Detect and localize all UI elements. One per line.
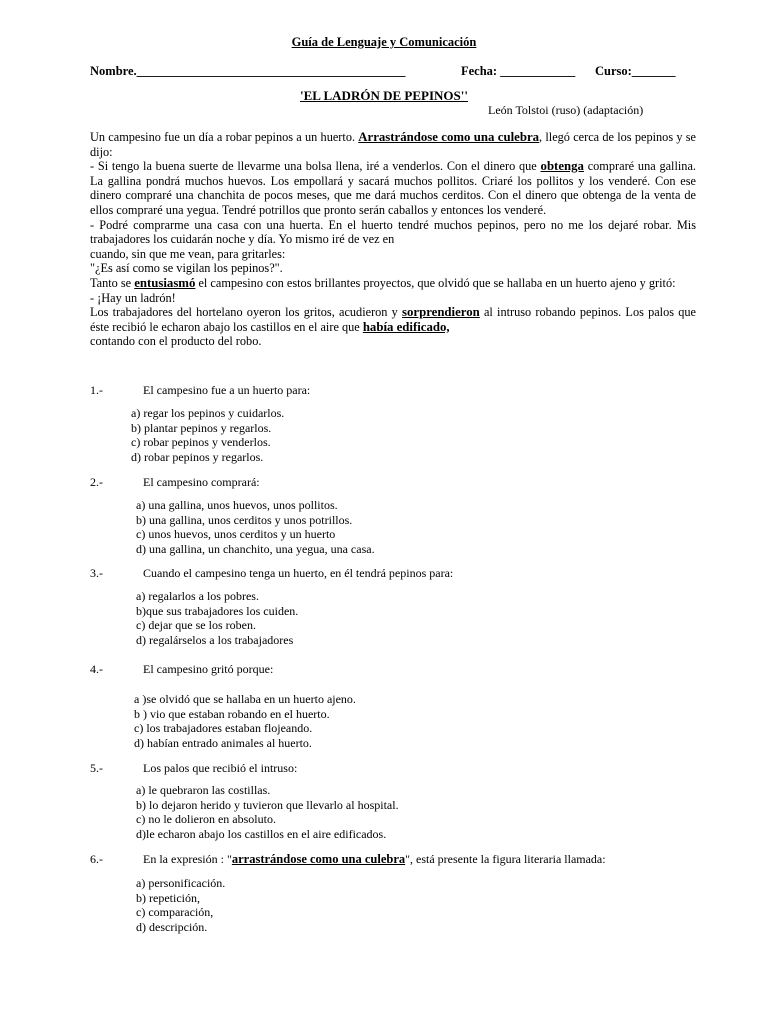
answer-option: a) regalarlos a los pobres. — [136, 589, 259, 603]
paragraph: cuando, sin que me vean, para gritarles: — [90, 246, 286, 261]
highlighted-word: sorprendieron — [402, 305, 480, 320]
answer-option: b) lo dejaron herido y tuvieron que llevarlo al hospital. — [136, 797, 399, 812]
question-5-options — [136, 783, 399, 841]
answer-option: a) personificación. — [136, 876, 226, 890]
answer-option: a) una gallina, unos huevos, unos pollitos. — [136, 498, 338, 512]
story-title: 'EL LADRÓN DE PEPINOS'' — [300, 88, 468, 103]
answer-option: b) repetición, — [136, 890, 200, 905]
question-number: 4.- — [90, 662, 103, 676]
answer-option: c) unos huevos, unos cerditos y un huerto — [136, 527, 336, 542]
question-number: 5.- — [90, 761, 103, 775]
question-2-options — [136, 498, 375, 556]
answer-option: d)le echaron abajo los castillos en el aire edificados. — [136, 826, 387, 841]
highlighted-word: obtenga — [540, 159, 584, 174]
highlighted-phrase: había edificado, — [362, 319, 450, 334]
story-author: León Tolstoi (ruso) (adaptación) — [488, 103, 644, 117]
answer-option: a )se olvidó que se hallaba en un huerto ajeno. — [134, 692, 356, 706]
answer-option: c) robar pepinos y venderlos. — [131, 435, 271, 450]
question-text: Los palos que recibió el intruso: — [143, 761, 298, 775]
question-text: El campesino fue a un huerto para: — [143, 383, 311, 397]
paragraph: Los trabajadores del hortelano oyeron los gritos, acudieron y sorprendieron al intruso robando pepinos. Los palos que éste recibió le echaron abajo los castillos en el aire que había edificado, — [90, 305, 696, 334]
answer-option: b) una gallina, unos cerditos y unos potrillos. — [136, 512, 353, 527]
question-6-options — [136, 876, 225, 934]
paragraph: - Si tengo la buena suerte de llevarme una bolsa llena, iré a venderlos. Con el dinero que obtenga compraré una gallina. La gallina pondrá muchos huevos. Los empollará y sacará muchos pollitos. Criaré los pollitos y los venderé. Con ese dinero compraré una chanchita de pocos meses, que me dará muchos cerditos. Con el dinero que obtenga de la venta de ellos compraré una yegua. Tendré potrillos que pronto serán caballos y entonces los venderé. — [90, 159, 696, 217]
answer-option: d) una gallina, un chanchito, una yegua, una casa. — [136, 541, 375, 556]
question-text: En la expresión : "arrastrándose como una culebra", está presente la figura literaria llamada: — [143, 852, 606, 866]
answer-option: b ) vio que estaban robando en el huerto. — [134, 706, 330, 721]
highlighted-phrase: arrastrándose como una culebra — [231, 852, 406, 866]
question-text: Cuando el campesino tenga un huerto, en él tendrá pepinos para: — [143, 566, 454, 580]
answer-option: d) habían entrado animales al huerto. — [134, 735, 312, 750]
curso-field: Curso:_______ — [595, 64, 676, 78]
answer-option: d) robar pepinos y regarlos. — [131, 449, 264, 464]
fecha-field: Fecha: ____________ — [461, 64, 576, 78]
question-number: 1.- — [90, 383, 103, 397]
answer-option: c) dejar que se los roben. — [136, 618, 256, 633]
paragraph: - ¡Hay un ladrón! — [90, 290, 176, 305]
worksheet-title: Guía de Lenguaje y Comunicación — [291, 35, 477, 49]
question-number: 6.- — [90, 852, 103, 866]
answer-option: c) no le dolieron en absoluto. — [136, 812, 276, 827]
story-body — [90, 130, 696, 349]
question-text: El campesino comprará: — [143, 475, 260, 489]
question-text: El campesino gritó porque: — [143, 662, 274, 676]
highlighted-phrase: Arrastrándose como una culebra — [358, 130, 540, 144]
answer-option: a) regar los pepinos y cuidarlos. — [131, 406, 285, 420]
question-4-options — [134, 692, 356, 750]
answer-option: b) plantar pepinos y regarlos. — [131, 420, 272, 435]
paragraph: Tanto se entusiasmó el campesino con estos brillantes proyectos, que olvidó que se hallaba en un huerto ajeno y gritó: — [90, 275, 676, 290]
question-number: 2.- — [90, 475, 103, 489]
question-1-options — [131, 406, 284, 464]
highlighted-word: entusiasmó — [134, 275, 196, 290]
answer-option: a) le quebraron las costillas. — [136, 783, 271, 797]
answer-option: c) los trabajadores estaban flojeando. — [134, 721, 313, 736]
question-number: 3.- — [90, 566, 103, 580]
question-3-options — [136, 589, 298, 647]
paragraph: - Podré comprarme una casa con una huerta. En el huerto tendré muchos pepinos, pero no me los dejaré robar. Mis trabajadores los cuidarán noche y día. Yo mismo iré de vez en — [90, 217, 696, 247]
answer-option: d) regalárselos a los trabajadores — [136, 632, 294, 647]
paragraph: contando con el producto del robo. — [90, 334, 262, 349]
answer-option: b)que sus trabajadores los cuiden. — [136, 603, 299, 618]
paragraph: Un campesino fue un día a robar pepinos a un huerto. Arrastrándose como una culebra, llegó cerca de los pepinos y se dijo: — [90, 130, 696, 159]
nombre-field: Nombre.___________________________________________ — [90, 64, 406, 78]
paragraph: "¿Es así como se vigilan los pepinos?". — [90, 261, 283, 276]
answer-option: c) comparación, — [136, 905, 214, 920]
answer-option: d) descripción. — [136, 919, 208, 934]
